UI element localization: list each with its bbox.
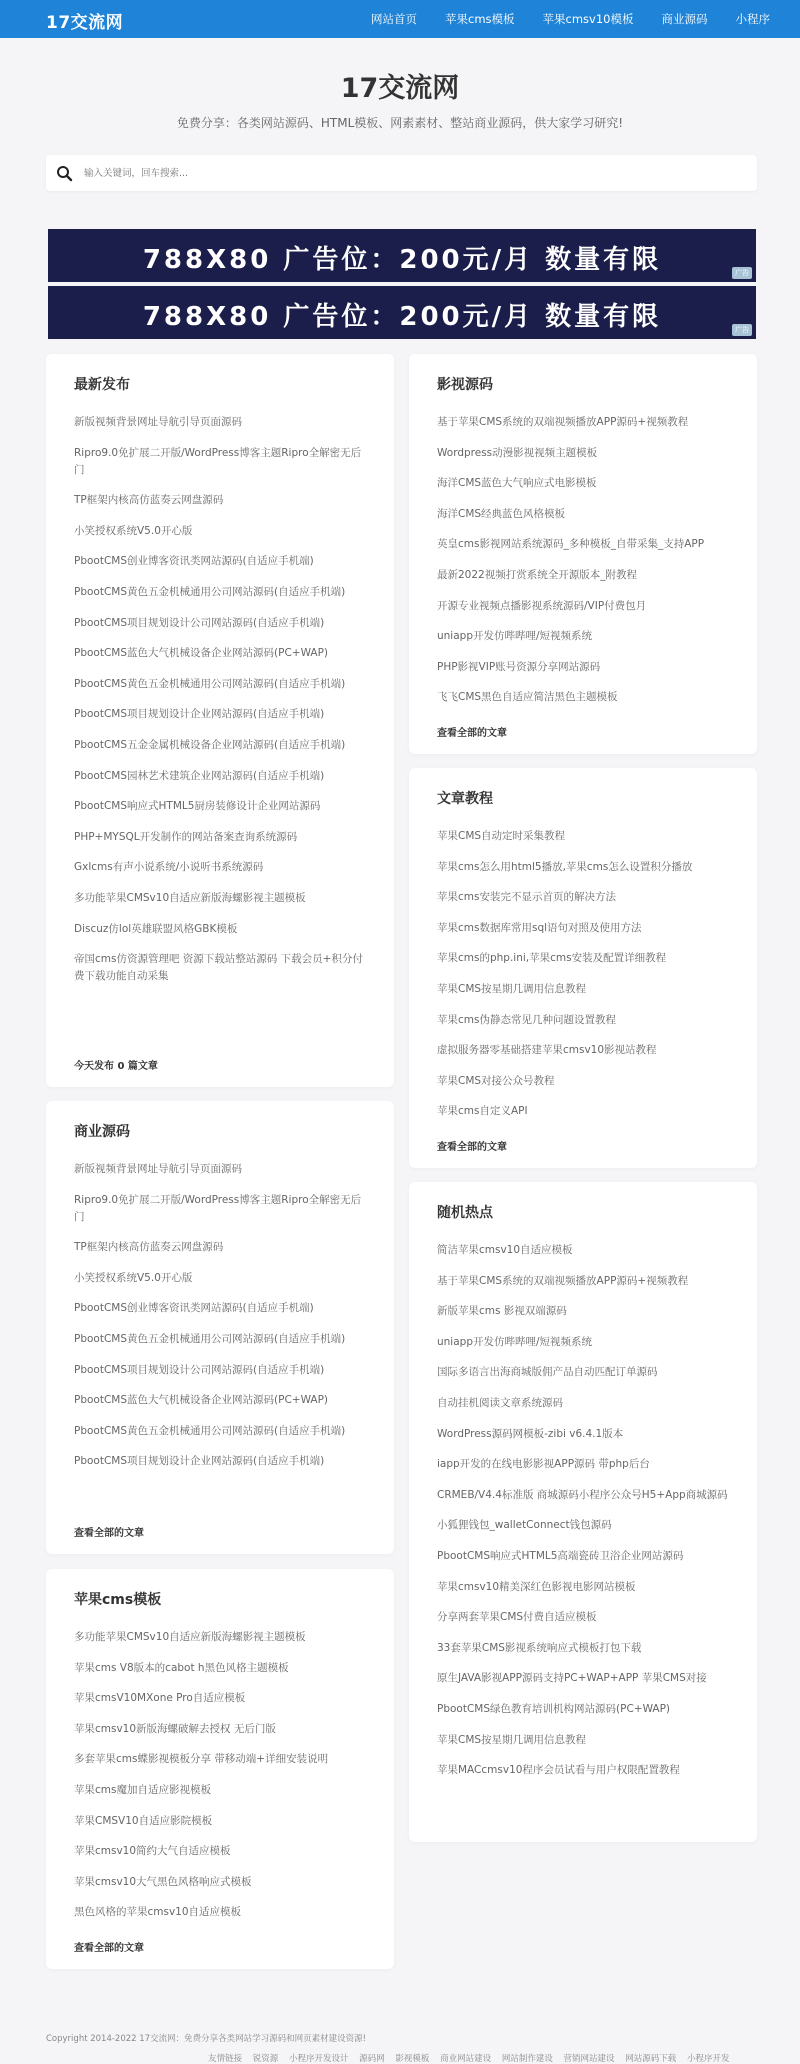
- ad-tag: 广告: [732, 324, 752, 336]
- list-item[interactable]: 新版视频背景网址导航引导页面源码: [74, 1163, 242, 1175]
- hot-list: [437, 1242, 731, 1793]
- list-item[interactable]: 苹果CMS对接公众号教程: [437, 1074, 555, 1087]
- list-item[interactable]: 国际多语言出海商城版佣产品自动匹配订单源码: [437, 1366, 658, 1379]
- list-item[interactable]: PHP影视VIP账号资源分享网站源码: [437, 660, 601, 673]
- list-item[interactable]: 基于苹果CMS系统的双端视频播放APP源码+视频教程: [437, 1274, 689, 1287]
- search-icon: [56, 165, 73, 182]
- nav-applecmsv10-template[interactable]: 苹果cmsv10模板: [542, 12, 634, 26]
- list-item[interactable]: 苹果CMS按星期几调用信息教程: [437, 982, 587, 995]
- friend-links-label: 友情链接: [208, 2054, 243, 2064]
- list-item[interactable]: Wordpress动漫影视视频主题模板: [437, 446, 598, 459]
- list-item[interactable]: PbootCMS黄色五金机械通用公司网站源码(自适应手机端): [74, 1332, 346, 1345]
- list-item[interactable]: 原生JAVA影视APP源码支持PC+WAP+APP 苹果CMS对接: [437, 1672, 707, 1685]
- ad-banner-text: 788X80 广告位：200元/月 数量有限: [142, 245, 662, 275]
- list-item[interactable]: 苹果cms V8版本的cabot h黑色风格主题模板: [74, 1661, 289, 1674]
- friend-link[interactable]: 营销网站建设: [563, 2054, 615, 2064]
- page-title: 17交流网: [340, 73, 460, 104]
- ad-banner[interactable]: [48, 286, 756, 339]
- list-item[interactable]: 新版视频背景网址导航引导页面源码: [74, 416, 242, 428]
- list-item[interactable]: 帝国cms仿资源管理吧 资源下载站整站源码 下载会员+积分付费下载功能自动采集: [74, 953, 363, 983]
- view-all-link[interactable]: 查看全部的文章: [74, 1943, 144, 1954]
- friend-link[interactable]: 网站制作建设: [501, 2054, 553, 2064]
- applecms-list: [74, 1629, 368, 1935]
- list-item[interactable]: 苹果MACcmsv10程序会员试看与用户权限配置教程: [437, 1764, 680, 1777]
- list-item[interactable]: Gxlcms有声小说系统/小说听书系统源码: [74, 861, 264, 874]
- list-item[interactable]: iapp开发的在线电影影视APP源码 带php后台: [437, 1458, 650, 1471]
- list-item[interactable]: PbootCMS项目规划设计企业网站源码(自适应手机端): [74, 708, 325, 721]
- card-video: [409, 354, 757, 754]
- list-item[interactable]: Ripro9.0免扩展二开版/WordPress博客主题Ripro全解密无后门: [74, 1193, 362, 1223]
- card-title: 影视源码: [437, 377, 493, 393]
- list-item[interactable]: 新版苹果cms 影视双端源码: [437, 1305, 567, 1318]
- nav-applecms-template[interactable]: 苹果cms模板: [445, 12, 515, 26]
- main-nav: [343, 0, 770, 38]
- card-title: 最新发布: [74, 377, 130, 393]
- video-list: [437, 414, 731, 720]
- list-item[interactable]: TP框架内核高仿蓝奏云网盘源码: [74, 1241, 224, 1254]
- friend-link[interactable]: 小程序开发: [686, 2054, 730, 2064]
- list-item[interactable]: CRMEB/V4.4标准版 商城源码小程序公众号H5+App商城源码: [437, 1488, 728, 1501]
- friend-links: [208, 2052, 737, 2064]
- view-all-link[interactable]: 查看全部的文章: [74, 1528, 144, 1539]
- card-tutorial: [409, 768, 757, 1168]
- list-item[interactable]: 最新2022视频打赏系统全开源版本_附教程: [437, 568, 637, 581]
- list-item[interactable]: 黑色风格的苹果cmsv10自适应模板: [74, 1906, 242, 1919]
- site-logo[interactable]: 17交流网: [46, 13, 124, 33]
- list-item[interactable]: 苹果cms自定义API: [437, 1105, 528, 1118]
- card-title: 商业源码: [74, 1124, 130, 1140]
- list-item[interactable]: PbootCMS创业博客资讯类网站源码(自适应手机端): [74, 1302, 314, 1315]
- list-item[interactable]: uniapp开发仿哔哔哩/短视频系统: [437, 630, 593, 643]
- list-item[interactable]: 海洋CMS经典蓝色风格模板: [437, 507, 566, 520]
- card-applecms: [46, 1569, 394, 1969]
- list-item[interactable]: 开源专业视频点播影视系统源码/VIP付费包月: [437, 599, 647, 612]
- friend-link[interactable]: 影视模板: [395, 2054, 430, 2064]
- list-item[interactable]: PbootCMS响应式HTML5厨房装修设计企业网站源码: [74, 800, 321, 813]
- list-item[interactable]: PbootCMS项目规划设计企业网站源码(自适应手机端): [74, 1455, 325, 1468]
- nav-home[interactable]: 网站首页: [371, 12, 417, 26]
- card-title: 文章教程: [437, 791, 493, 807]
- list-item[interactable]: 苹果cmsv10大气黑色风格响应式模板: [74, 1875, 252, 1888]
- list-item[interactable]: 小笑授权系统V5.0开心版: [74, 1271, 193, 1284]
- search-box: [46, 155, 757, 191]
- list-item[interactable]: PbootCMS黄色五金机械通用公司网站源码(自适应手机端): [74, 677, 346, 690]
- ad-tag: 广告: [732, 267, 752, 279]
- list-item[interactable]: PbootCMS黄色五金机械通用公司网站源码(自适应手机端): [74, 585, 346, 598]
- list-item[interactable]: 苹果cms魔加自适应影视模板: [74, 1783, 211, 1796]
- list-item[interactable]: PbootCMS绿色教育培训机构网站源码(PC+WAP): [437, 1702, 670, 1715]
- friend-link[interactable]: 网站源码下载: [625, 2054, 677, 2064]
- list-item[interactable]: PbootCMS黄色五金机械通用公司网站源码(自适应手机端): [74, 1424, 346, 1437]
- friend-link[interactable]: 商业网站建设: [440, 2054, 492, 2064]
- list-item[interactable]: 虚拟服务器零基础搭建苹果cmsv10影视站教程: [437, 1044, 657, 1057]
- list-item[interactable]: 多套苹果cms蝶影视模板分享 带移动端+详细安装说明: [74, 1753, 329, 1766]
- list-item[interactable]: 多功能苹果CMSv10自适应新版海螺影视主题模板: [74, 891, 306, 904]
- list-item[interactable]: 海洋CMS蓝色大气响应式电影模板: [437, 477, 597, 490]
- list-item[interactable]: WordPress源码网模板-zibi v6.4.1版本: [437, 1427, 624, 1440]
- card-title: 随机热点: [437, 1205, 493, 1221]
- list-item[interactable]: PbootCMS创业博客资讯类网站源码(自适应手机端): [74, 555, 314, 568]
- list-item[interactable]: PbootCMS园林艺术建筑企业网站源码(自适应手机端): [74, 769, 325, 782]
- list-item[interactable]: 33套苹果CMS影视系统响应式模板打包下载: [437, 1641, 642, 1654]
- list-item[interactable]: 苹果cmsv10精美深红色影视电影网站模板: [437, 1580, 636, 1593]
- list-item[interactable]: PbootCMS响应式HTML5高端瓷砖卫浴企业网站源码: [437, 1549, 684, 1562]
- list-item[interactable]: 英皇cms影视网站系统源码_多种模板_自带采集_支持APP: [437, 538, 705, 551]
- list-item[interactable]: 苹果cms数据库常用sql语句对照及使用方法: [437, 921, 642, 934]
- list-item[interactable]: 苹果CMSV10自适应影院模板: [74, 1814, 213, 1827]
- list-item[interactable]: Discuz仿lol英雄联盟风格GBK模板: [74, 922, 238, 935]
- list-item[interactable]: PHP+MYSQL开发制作的网站备案查询系统源码: [74, 830, 298, 843]
- card-hot: [409, 1182, 757, 1842]
- list-item[interactable]: 简洁苹果cmsv10自适应模板: [437, 1244, 573, 1256]
- list-item[interactable]: 苹果CMS按星期几调用信息教程: [437, 1733, 587, 1746]
- latest-list: [74, 414, 368, 999]
- list-item[interactable]: 苹果CMS自动定时采集教程: [437, 830, 566, 842]
- list-item[interactable]: TP框架内核高仿蓝奏云网盘源码: [74, 494, 224, 507]
- business-list: [74, 1161, 368, 1484]
- card-title: 苹果cms模板: [74, 1592, 162, 1608]
- view-all-link[interactable]: 查看全部的文章: [437, 728, 507, 739]
- copyright-text: Copyright 2014-2022 17交流网：免费分享各类网站学习源码和网页素材建设资源!: [46, 2034, 366, 2044]
- ad-banner-text: 788X80 广告位：200元/月 数量有限: [142, 302, 662, 332]
- list-item[interactable]: 苹果cms怎么用html5播放,苹果cms怎么设置积分播放: [437, 860, 693, 873]
- list-item[interactable]: PbootCMS项目规划设计公司网站源码(自适应手机端): [74, 1363, 325, 1376]
- list-item[interactable]: 苹果cmsv10简约大气自适应模板: [74, 1845, 231, 1858]
- search-input[interactable]: [84, 164, 724, 182]
- list-item[interactable]: PbootCMS项目规划设计公司网站源码(自适应手机端): [74, 616, 325, 629]
- nav-mini-program[interactable]: 小程序: [735, 12, 770, 26]
- card-latest: [46, 354, 394, 1087]
- top-nav-bar: [0, 0, 800, 38]
- card-footer-count: 今天发布 0 篇文章: [74, 1061, 158, 1072]
- list-item[interactable]: 飞飞CMS黑色自适应简洁黑色主题模板: [437, 691, 618, 704]
- list-item[interactable]: 基于苹果CMS系统的双端视频播放APP源码+视频教程: [437, 416, 689, 428]
- list-item[interactable]: 分享两套苹果CMS付费自适应模板: [437, 1611, 597, 1624]
- list-item[interactable]: 自动挂机阅读文章系统源码: [437, 1396, 563, 1409]
- list-item[interactable]: PbootCMS五金金属机械设备企业网站源码(自适应手机端): [74, 738, 346, 751]
- view-all-link[interactable]: 查看全部的文章: [437, 1142, 507, 1153]
- list-item[interactable]: Ripro9.0免扩展二开版/WordPress博客主题Ripro全解密无后门: [74, 446, 362, 476]
- list-item[interactable]: PbootCMS蓝色大气机械设备企业网站源码(PC+WAP): [74, 647, 328, 660]
- ad-banner[interactable]: [48, 229, 756, 282]
- page-subtitle: 免费分享：各类网站源码、HTML模板、网素素材、整站商业源码，供大家学习研究!: [176, 116, 624, 130]
- friend-link[interactable]: 小程序开发设计: [288, 2054, 349, 2064]
- list-item[interactable]: uniapp开发仿哔哔哩/短视频系统: [437, 1335, 593, 1348]
- list-item[interactable]: 苹果cms的php.ini,苹果cms安装及配置详细教程: [437, 952, 667, 965]
- list-item[interactable]: 苹果cmsv10新版海螺破解去授权 无后门版: [74, 1722, 276, 1735]
- friend-link[interactable]: 锐资源: [252, 2054, 279, 2064]
- list-item[interactable]: 苹果cmsV10MXone Pro自适应模板: [74, 1692, 246, 1705]
- friend-link[interactable]: 源码网: [359, 2054, 385, 2064]
- list-item[interactable]: 小笑授权系统V5.0开心版: [74, 524, 193, 537]
- list-item[interactable]: 苹果cms伪静态常见几种问题设置教程: [437, 1013, 616, 1026]
- list-item[interactable]: 多功能苹果CMSv10自适应新版海螺影视主题模板: [74, 1631, 306, 1643]
- card-business: [46, 1101, 394, 1554]
- tutorial-list: [437, 828, 731, 1134]
- list-item[interactable]: 小狐狸钱包_walletConnect钱包源码: [437, 1519, 612, 1532]
- list-item[interactable]: 苹果cms安装完不显示首页的解决方法: [437, 891, 616, 904]
- nav-business-source[interactable]: 商业源码: [661, 12, 708, 26]
- list-item[interactable]: PbootCMS蓝色大气机械设备企业网站源码(PC+WAP): [74, 1394, 328, 1407]
